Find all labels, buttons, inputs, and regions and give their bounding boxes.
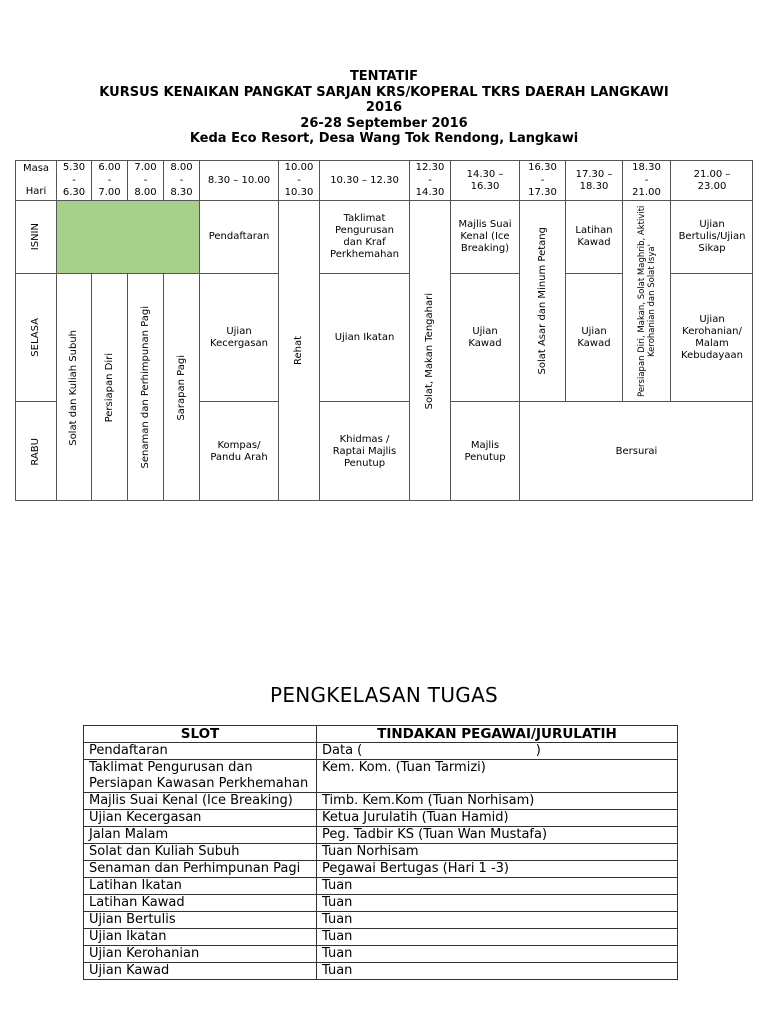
slot-cell: Ujian Ikatan [84, 929, 317, 946]
duty-table [83, 725, 678, 980]
slot-cell: Majlis Suai Kenal (Ice Breaking) [84, 793, 317, 810]
tindakan-cell: Tuan [317, 895, 678, 912]
document-header [0, 69, 768, 147]
table-row [84, 793, 678, 810]
time-header-11: 17.30 – 18.30 [565, 160, 622, 200]
table-row [84, 844, 678, 861]
time-header-7: 10.30 – 12.30 [319, 160, 409, 200]
duty-header-tindakan: TINDAKAN PEGAWAI/JURULATIH [317, 726, 678, 743]
table-row [84, 912, 678, 929]
slot-cell: Ujian Kecergasan [84, 810, 317, 827]
header-year: 2016 [365, 100, 403, 115]
tindakan-cell: Kem. Kom. (Tuan Tarmizi) [317, 760, 678, 793]
tindakan-cell: Tuan [317, 963, 678, 980]
cell-ujian-kawad: Ujian Kawad [450, 273, 519, 401]
table-row [84, 963, 678, 980]
cell-khidmas: Khidmas / Raptai Majlis Penutup [319, 401, 409, 501]
tindakan-cell: Pegawai Bertugas (Hari 1 -3) [317, 861, 678, 878]
time-header-2: 6.00 - 7.00 [91, 160, 127, 200]
slot-cell: Taklimat Pengurusan dan Persiapan Kawasan Perkhemahan [84, 760, 317, 793]
header-venue: Keda Eco Resort, Desa Wang Tok Rendong, Langkawi [189, 131, 579, 146]
cell-pendaftaran: Pendaftaran [199, 200, 278, 273]
hari-label: Hari [25, 186, 47, 197]
cell-majlis-penutup: Majlis Penutup [450, 401, 519, 501]
slot-cell: Senaman dan Perhimpunan Pagi [84, 861, 317, 878]
tindakan-cell: Data ( ) [317, 743, 678, 760]
day-rabu: RABU [15, 401, 56, 501]
table-row [84, 878, 678, 895]
duty-header-slot: SLOT [84, 726, 317, 743]
masa-hari-header [15, 160, 56, 200]
cell-taklimat: Taklimat Pengurusan dan Kraf Perkhemahan [319, 200, 409, 273]
time-header-6: 10.00 - 10.30 [278, 160, 319, 200]
time-header-8: 12.30 - 14.30 [409, 160, 450, 200]
cell-bersurai: Bersurai [519, 401, 753, 501]
slot-cell: Solat dan Kuliah Subuh [84, 844, 317, 861]
tindakan-cell: Timb. Kem.Kom (Tuan Norhisam) [317, 793, 678, 810]
cell-kompas: Kompas/ Pandu Arah [199, 401, 278, 501]
masa-label: Masa [22, 163, 50, 174]
time-header-9: 14.30 – 16.30 [450, 160, 519, 200]
duty-header-row [84, 726, 678, 743]
header-course-name: KURSUS KENAIKAN PANGKAT SARJAN KRS/KOPERAL TKRS DAERAH LANGKAWI [99, 84, 669, 100]
header-dates: 26-28 September 2016 [300, 115, 468, 131]
day-selasa: SELASA [15, 273, 56, 401]
table-row [84, 861, 678, 878]
cell-solat-subuh: Solat dan Kuliah Subuh [56, 273, 91, 501]
cell-ujian-kecergasan: Ujian Kecergasan [199, 273, 278, 401]
table-row [84, 827, 678, 844]
slot-cell: Ujian Kerohanian [84, 946, 317, 963]
table-row [84, 946, 678, 963]
time-header-10: 16.30 - 17.30 [519, 160, 565, 200]
time-header-3: 7.00 - 8.00 [127, 160, 163, 200]
time-header-5: 8.30 – 10.00 [199, 160, 278, 200]
schedule-table [15, 160, 753, 501]
tindakan-cell: Ketua Jurulatih (Tuan Hamid) [317, 810, 678, 827]
tindakan-cell: Tuan [317, 929, 678, 946]
tindakan-cell: Tuan [317, 912, 678, 929]
slot-cell: Jalan Malam [84, 827, 317, 844]
slot-cell: Ujian Bertulis [84, 912, 317, 929]
time-header-4: 8.00 - 8.30 [163, 160, 199, 200]
day-isnin: ISNIN [15, 200, 56, 273]
isnin-early-block [56, 200, 199, 273]
time-header-12: 18.30 - 21.00 [622, 160, 670, 200]
cell-latihan-kawad: Latihan Kawad [565, 200, 622, 273]
cell-persiapan-diri: Persiapan Diri [91, 273, 127, 501]
time-header-13: 21.00 – 23.00 [670, 160, 753, 200]
cell-ujian-kerohanian: Ujian Kerohanian/ Malam Kebudayaan [670, 273, 753, 401]
duty-title: PENGKELASAN TUGAS [269, 683, 499, 707]
cell-ujian-bertulis: Ujian Bertulis/Ujian Sikap [670, 200, 753, 273]
tindakan-cell: Peg. Tadbir KS (Tuan Wan Mustafa) [317, 827, 678, 844]
table-row [84, 743, 678, 760]
slot-cell: Latihan Ikatan [84, 878, 317, 895]
cell-sarapan: Sarapan Pagi [163, 273, 199, 501]
cell-rehat: Rehat [278, 200, 319, 501]
slot-cell: Latihan Kawad [84, 895, 317, 912]
table-row [84, 895, 678, 912]
table-row [84, 760, 678, 793]
cell-ujian-ikatan: Ujian Ikatan [319, 273, 409, 401]
table-row [84, 810, 678, 827]
slot-cell: Pendaftaran [84, 743, 317, 760]
time-header-1: 5.30 - 6.30 [56, 160, 91, 200]
table-row [84, 929, 678, 946]
cell-solat-asar: Solat Asar dan Minum Petang [519, 200, 565, 401]
cell-persiapan-malam: Persiapan Diri, Makan, Solat Maghrib, Aktiviti Kerohanian dan Solat Isya' [622, 200, 670, 401]
cell-solat-zohor: Solat, Makan Tengahari [409, 200, 450, 501]
tindakan-cell: Tuan [317, 878, 678, 895]
tindakan-cell: Tuan [317, 946, 678, 963]
cell-majlis-suai: Majlis Suai Kenal (Ice Breaking) [450, 200, 519, 273]
cell-ujian-kawad-2: Ujian Kawad [565, 273, 622, 401]
header-tentatif: TENTATIF [349, 69, 419, 84]
tindakan-cell: Tuan Norhisam [317, 844, 678, 861]
cell-senaman: Senaman dan Perhimpunan Pagi [127, 273, 163, 501]
slot-cell: Ujian Kawad [84, 963, 317, 980]
